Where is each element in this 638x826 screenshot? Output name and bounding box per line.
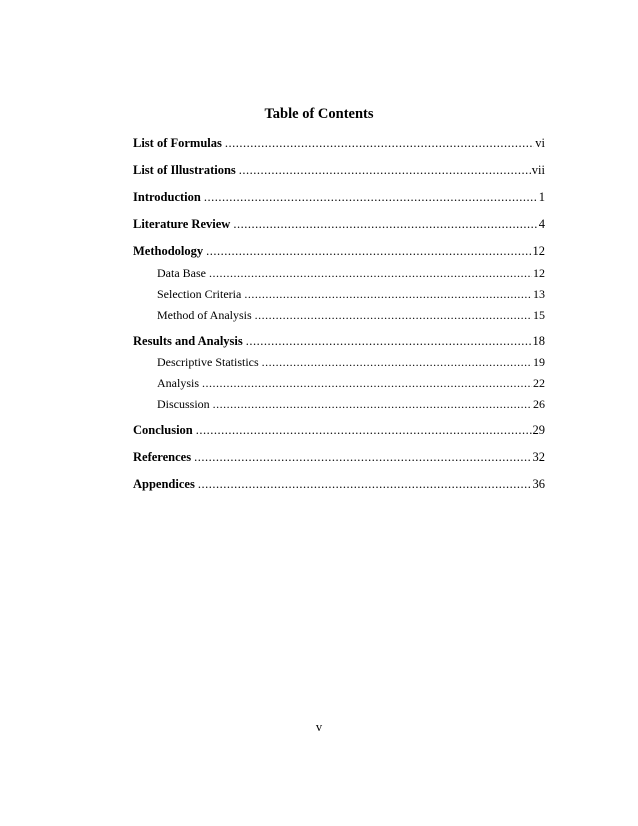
toc-entry-label: Results and Analysis <box>133 334 243 348</box>
dot-leader <box>225 135 534 151</box>
dot-leader <box>233 216 537 232</box>
toc-entry-page: 32 <box>532 450 545 464</box>
dot-leader <box>255 307 532 323</box>
toc-entry-page: 12 <box>533 266 545 280</box>
toc-entry-label: Literature Review <box>133 217 231 231</box>
dot-leader <box>213 396 532 412</box>
toc-entry-label: Methodology <box>133 244 204 258</box>
toc-entry-analysis <box>157 375 545 391</box>
toc-entry-page: 36 <box>532 477 545 491</box>
toc-entry-page: 26 <box>533 397 545 411</box>
dot-leader <box>209 265 532 281</box>
dot-leader <box>194 449 531 465</box>
toc-entry-page: 13 <box>533 287 545 301</box>
toc-entry-page: 19 <box>533 355 545 369</box>
toc-entry-label: Appendices <box>133 477 195 491</box>
dot-leader <box>206 243 531 259</box>
toc-entry-page: 29 <box>532 423 545 437</box>
toc-entry-page: 12 <box>532 244 545 258</box>
toc-entry-introduction <box>133 189 545 205</box>
toc-entry-page: vii <box>531 163 545 177</box>
dot-leader <box>202 375 532 391</box>
toc-entry-data-base <box>157 265 545 281</box>
toc-entry-references <box>133 449 545 465</box>
toc-entry-descriptive-statistics <box>157 354 545 370</box>
dot-leader <box>239 162 531 178</box>
toc-entry-label: References <box>133 450 192 464</box>
toc-entry-conclusion <box>133 422 545 438</box>
toc-entry-label: Method of Analysis <box>157 308 252 322</box>
dot-leader <box>204 189 538 205</box>
toc-entry-literature-review <box>133 216 545 232</box>
toc-entry-label: Analysis <box>157 376 199 390</box>
toc-entry-page: 15 <box>533 308 545 322</box>
toc-entry-page: 1 <box>538 190 545 204</box>
toc-entry-list-of-illustrations <box>133 162 545 178</box>
toc-entry-label: Descriptive Statistics <box>157 355 259 369</box>
toc-entry-method-of-analysis <box>157 307 545 323</box>
toc-entry-discussion <box>157 396 545 412</box>
dot-leader <box>198 476 532 492</box>
page-number: v <box>315 720 323 734</box>
toc-entry-label: Introduction <box>133 190 201 204</box>
dot-leader <box>262 354 532 370</box>
toc-entry-label: Discussion <box>157 397 210 411</box>
dot-leader <box>244 286 532 302</box>
toc-entry-results-and-analysis <box>133 333 545 349</box>
toc-entry-methodology <box>133 243 545 259</box>
toc-entry-label: List of Illustrations <box>133 163 236 177</box>
toc-entry-page: vi <box>535 136 545 150</box>
toc-entry-list-of-formulas <box>133 135 545 151</box>
toc-entry-selection-criteria <box>157 286 545 302</box>
dot-leader <box>196 422 532 438</box>
toc-entry-page: 18 <box>532 334 545 348</box>
toc-entry-label: Data Base <box>157 266 206 280</box>
dot-leader <box>246 333 532 349</box>
toc-list <box>133 0 545 826</box>
toc-entry-label: Conclusion <box>133 423 193 437</box>
toc-title: Table of Contents <box>264 106 374 122</box>
toc-entry-page: 22 <box>533 376 545 390</box>
toc-entry-label: List of Formulas <box>133 136 222 150</box>
toc-entry-page: 4 <box>538 217 545 231</box>
toc-entry-label: Selection Criteria <box>157 287 242 301</box>
toc-entry-appendices <box>133 476 545 492</box>
